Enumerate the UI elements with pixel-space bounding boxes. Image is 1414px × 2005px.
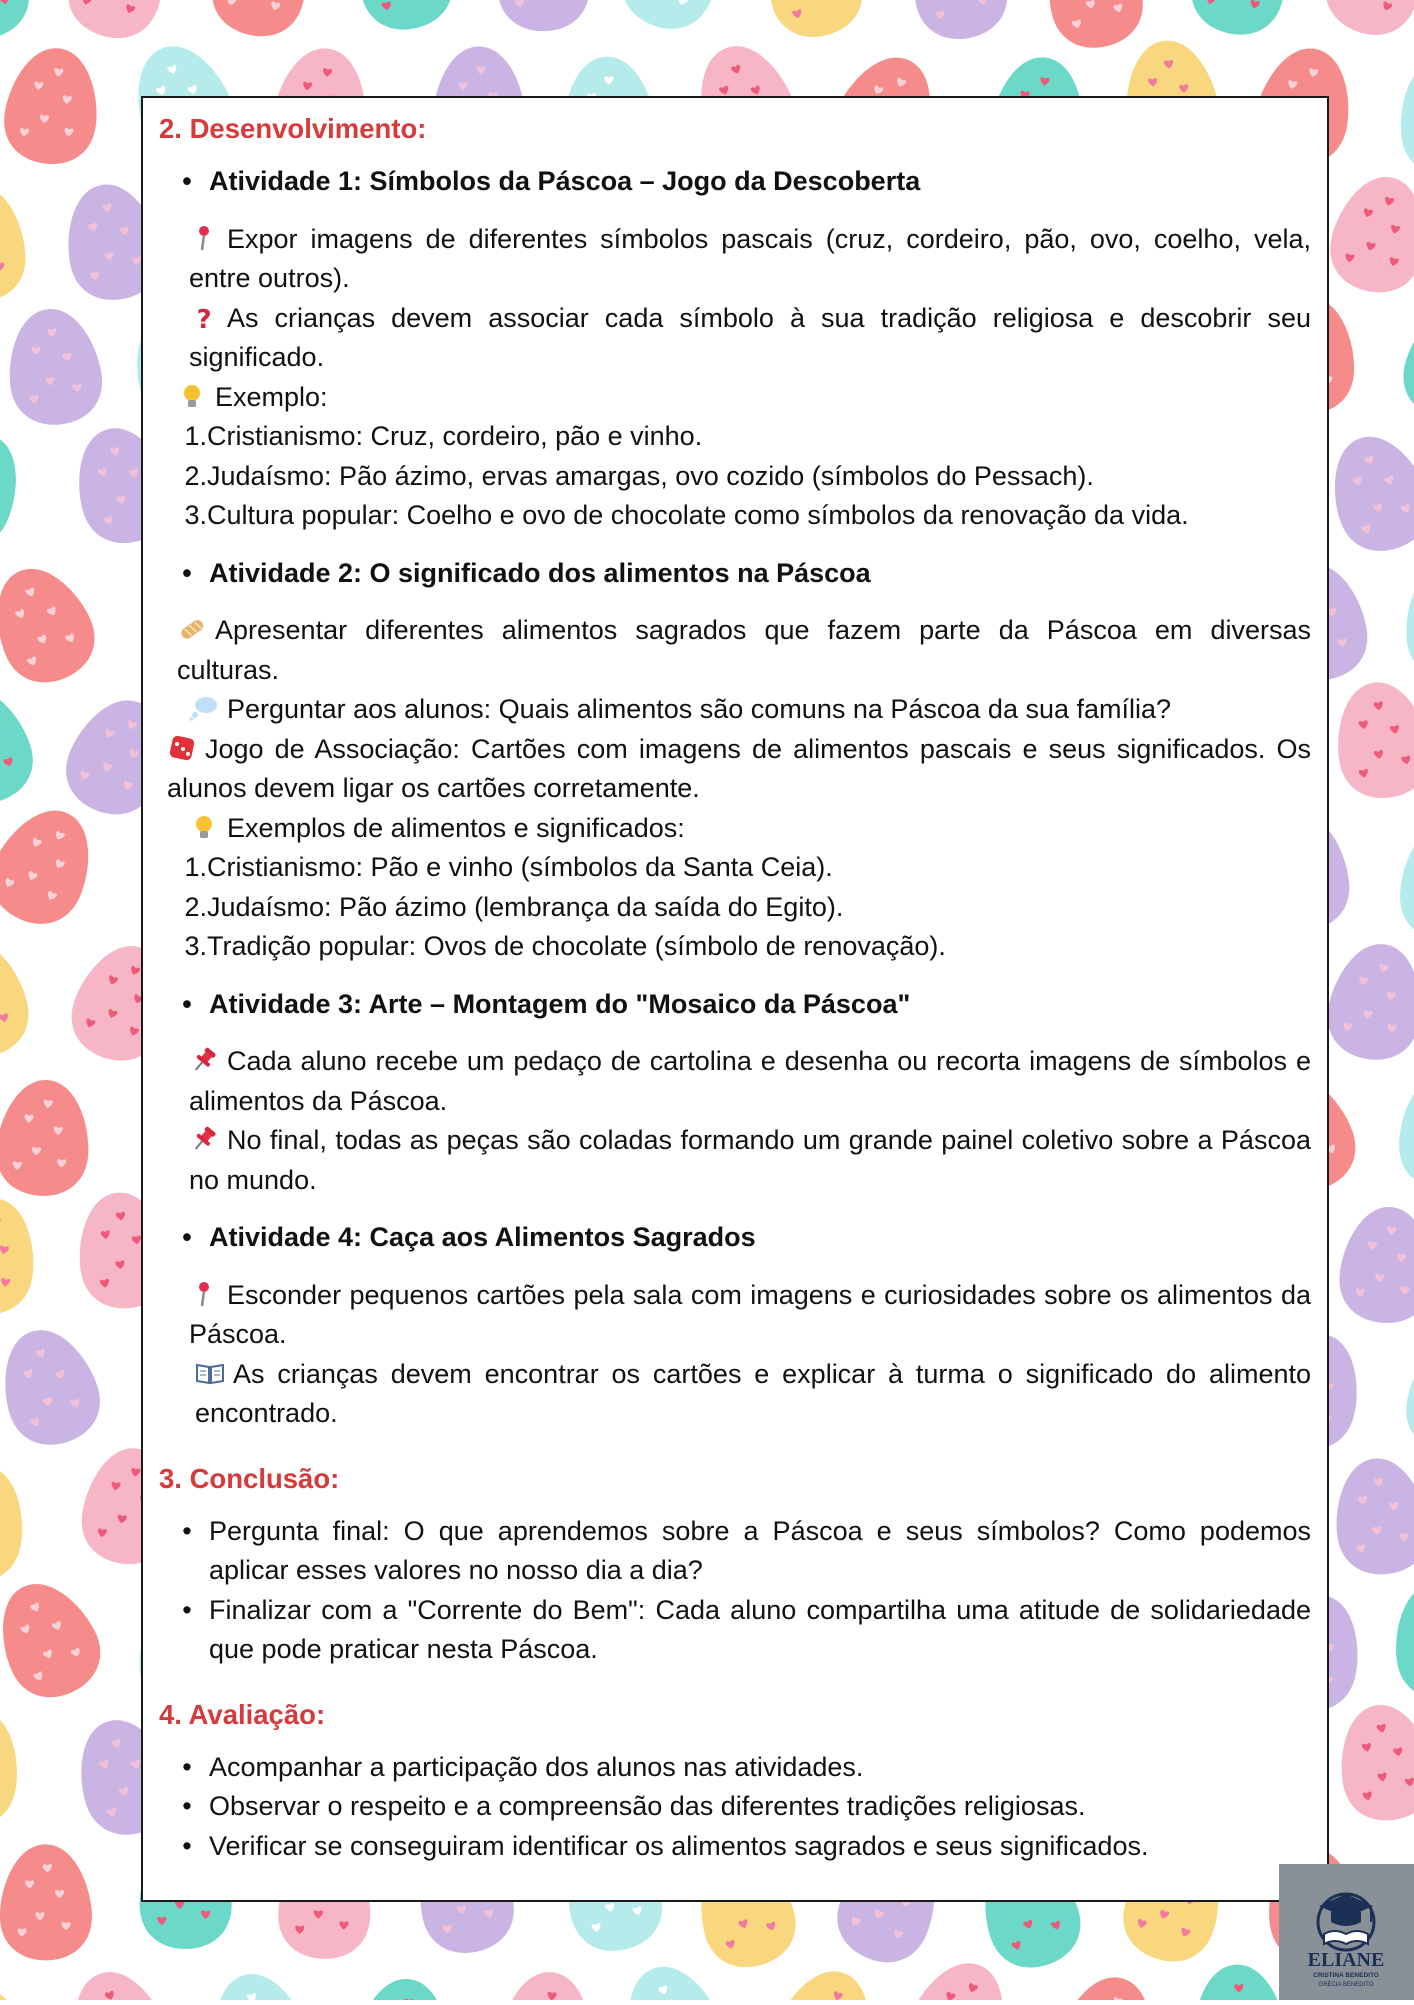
easter-egg [495, 1968, 598, 2000]
graduation-cap-book-icon [1279, 1864, 1414, 2000]
easter-egg [1322, 168, 1414, 302]
dice-icon [167, 733, 197, 759]
easter-egg [351, 1974, 455, 2000]
section-heading-avaliacao: 4. Avaliação: [159, 1698, 326, 1730]
easter-egg [610, 1953, 735, 2000]
activity-3-paragraph-2: No final, todas as peças são coladas formando um grande painel coletivo sobre a Páscoa no mundo. [189, 1125, 1311, 1195]
list-item: 1. Cristianismo: Cruz, cordeiro, pão e vinho. [184, 421, 703, 451]
easter-egg [2, 304, 108, 430]
easter-egg [753, 0, 873, 47]
easter-egg [0, 1844, 92, 1961]
activity-1-paragraph-1: Expor imagens de diferentes símbolos pascais (cruz, cordeiro, pão, ovo, coelho, vela, entre outros). [189, 223, 1311, 293]
easter-egg [762, 1958, 887, 2000]
easter-egg [608, 0, 739, 43]
easter-egg [0, 1458, 34, 1589]
easter-egg [1336, 1203, 1414, 1326]
easter-egg [0, 1703, 29, 1834]
easter-egg [1394, 294, 1414, 429]
easter-egg [200, 1963, 320, 2000]
activity-2-paragraph-4: Exemplos de alimentos e significados: [159, 809, 1311, 849]
thought-bubble-icon [189, 693, 219, 719]
easter-egg [1049, 1967, 1167, 2000]
easter-egg [0, 933, 37, 1066]
easter-egg [497, 0, 590, 32]
easter-egg [0, 1192, 43, 1320]
activity-1-paragraph-2: ? As crianças devem associar cada símbolo à sua tradição religiosa e descobrir seu significado. [189, 302, 1311, 372]
easter-egg [0, 794, 109, 938]
easter-egg [1328, 1453, 1414, 1580]
easter-egg [57, 0, 182, 50]
easter-egg [1035, 0, 1151, 57]
easter-egg [0, 1318, 111, 1456]
easter-egg [1399, 824, 1414, 941]
logo-line-1: CRISTINA BENEDITO [1313, 1972, 1379, 1979]
easter-egg [1401, 1332, 1414, 1460]
activity-2-paragraph-2: Perguntar aos alunos: Quais alimentos são comuns na Páscoa da sua família? [159, 690, 1311, 730]
easter-egg [0, 1567, 114, 1711]
book-icon [195, 1358, 225, 1384]
question-icon [189, 302, 219, 328]
easter-egg [0, 0, 38, 48]
list-item: • Finalizar com a "Corrente do Bem": Cada aluno compartilha uma atitude de solidariedade que pode praticar nesta Páscoa. [182, 1594, 1311, 1664]
easter-egg [203, 0, 320, 46]
easter-egg [1190, 1962, 1289, 2000]
lightbulb-icon [189, 812, 219, 838]
activity-2-paragraph-3: Jogo de Associação: Cartões com imagens de alimentos pascais e seus significados. Os alunos devem ligar os cartões corretamente. [167, 733, 1311, 803]
list-item: 2. Judaísmo: Pão ázimo, ervas amargas, ovo cozido (símbolos do Pessach). [184, 460, 1094, 491]
list-item: • Verificar se conseguiram identificar os alimentos sagrados e seus significados. [182, 1830, 1149, 1861]
easter-egg [1321, 937, 1414, 1067]
pushpin-icon [189, 1124, 219, 1150]
activity-4-paragraph-1: Esconder pequenos cartões pela sala com imagens e curiosidades sobre os alimentos da Páscoa. [189, 1279, 1311, 1349]
activity-3-heading: • Atividade 3: Arte – Montagem do "Mosaico da Páscoa" [182, 988, 911, 1019]
list-item: 1. Cristianismo: Pão e vinho (símbolos da Santa Ceia). [184, 852, 833, 882]
activity-1-paragraph-3: Exemplo: [159, 378, 1311, 418]
list-item: • Pergunta final: O que aprendemos sobre a Páscoa e seus símbolos? Como podemos aplicar esses valores no nosso dia a dia? [182, 1515, 1311, 1585]
activity-2-paragraph-1: Apresentar diferentes alimentos sagrados que fazem parte da Páscoa em diversas culturas. [177, 615, 1311, 685]
easter-egg [1183, 0, 1300, 44]
easter-egg [0, 1076, 94, 1199]
list-item: • Observar o respeito e a compreensão das diferentes tradições religiosas. [182, 1791, 1086, 1821]
activity-4-paragraph-2: As crianças devem encontrar os cartões e explicar à turma o significado do alimento encontrado. [195, 1358, 1311, 1428]
easter-egg [0, 553, 108, 696]
easter-egg [1313, 0, 1414, 48]
section-heading-conclusao: 3. Conclusão: [159, 1462, 340, 1494]
easter-egg [1387, 1577, 1414, 1705]
lightbulb-icon [177, 381, 207, 407]
easter-egg [0, 676, 44, 815]
easter-egg [0, 418, 37, 562]
easter-egg [1330, 1697, 1414, 1828]
section-heading-desenvolvimento: 2. Desenvolvimento: [159, 113, 427, 144]
activity-3-paragraph-1: Cada aluno recebe um pedaço de cartolina e desenha ou recorta imagens de símbolos e alimentos da Páscoa. [189, 1046, 1311, 1116]
easter-egg [345, 0, 461, 39]
easter-egg [1327, 675, 1414, 805]
activity-2-heading: • Atividade 2: O significado dos alimentos na Páscoa [182, 557, 871, 588]
author-logo [1279, 1864, 1414, 2000]
easter-egg [1316, 423, 1414, 563]
list-item: • Acompanhar a participação dos alunos nas atividades. [182, 1751, 864, 1782]
easter-egg [902, 0, 1014, 47]
list-item: 2. Judaísmo: Pão ázimo (lembrança da saída do Egito). [184, 891, 844, 922]
easter-egg [0, 1964, 46, 2000]
easter-egg [1399, 1073, 1414, 1189]
svg-text:?: ? [196, 304, 212, 330]
logo-name: ELIANE [1307, 1949, 1385, 1971]
activity-1-heading: • Atividade 1: Símbolos da Páscoa – Jogo da Descoberta [182, 166, 921, 196]
bread-icon [177, 614, 207, 640]
pushpin-icon [189, 1045, 219, 1071]
list-item: 3. Cultura popular: Coelho e ovo de chocolate como símbolos da renovação da vida. [184, 500, 1189, 530]
logo-line-2: GRÉCIA BENEDITO [1318, 1982, 1374, 1988]
pin-icon [189, 1279, 219, 1305]
activity-4-heading: • Atividade 4: Caça aos Alimentos Sagrados [182, 1222, 756, 1252]
easter-egg [0, 42, 105, 169]
easter-egg [1393, 54, 1414, 180]
pin-icon [189, 223, 219, 249]
easter-egg [1400, 559, 1414, 683]
lesson-plan-card [141, 96, 1329, 1902]
list-item: 3. Tradição popular: Ovos de chocolate (símbolo de renovação). [184, 931, 946, 961]
easter-egg [57, 1960, 180, 2000]
easter-egg [0, 184, 27, 302]
